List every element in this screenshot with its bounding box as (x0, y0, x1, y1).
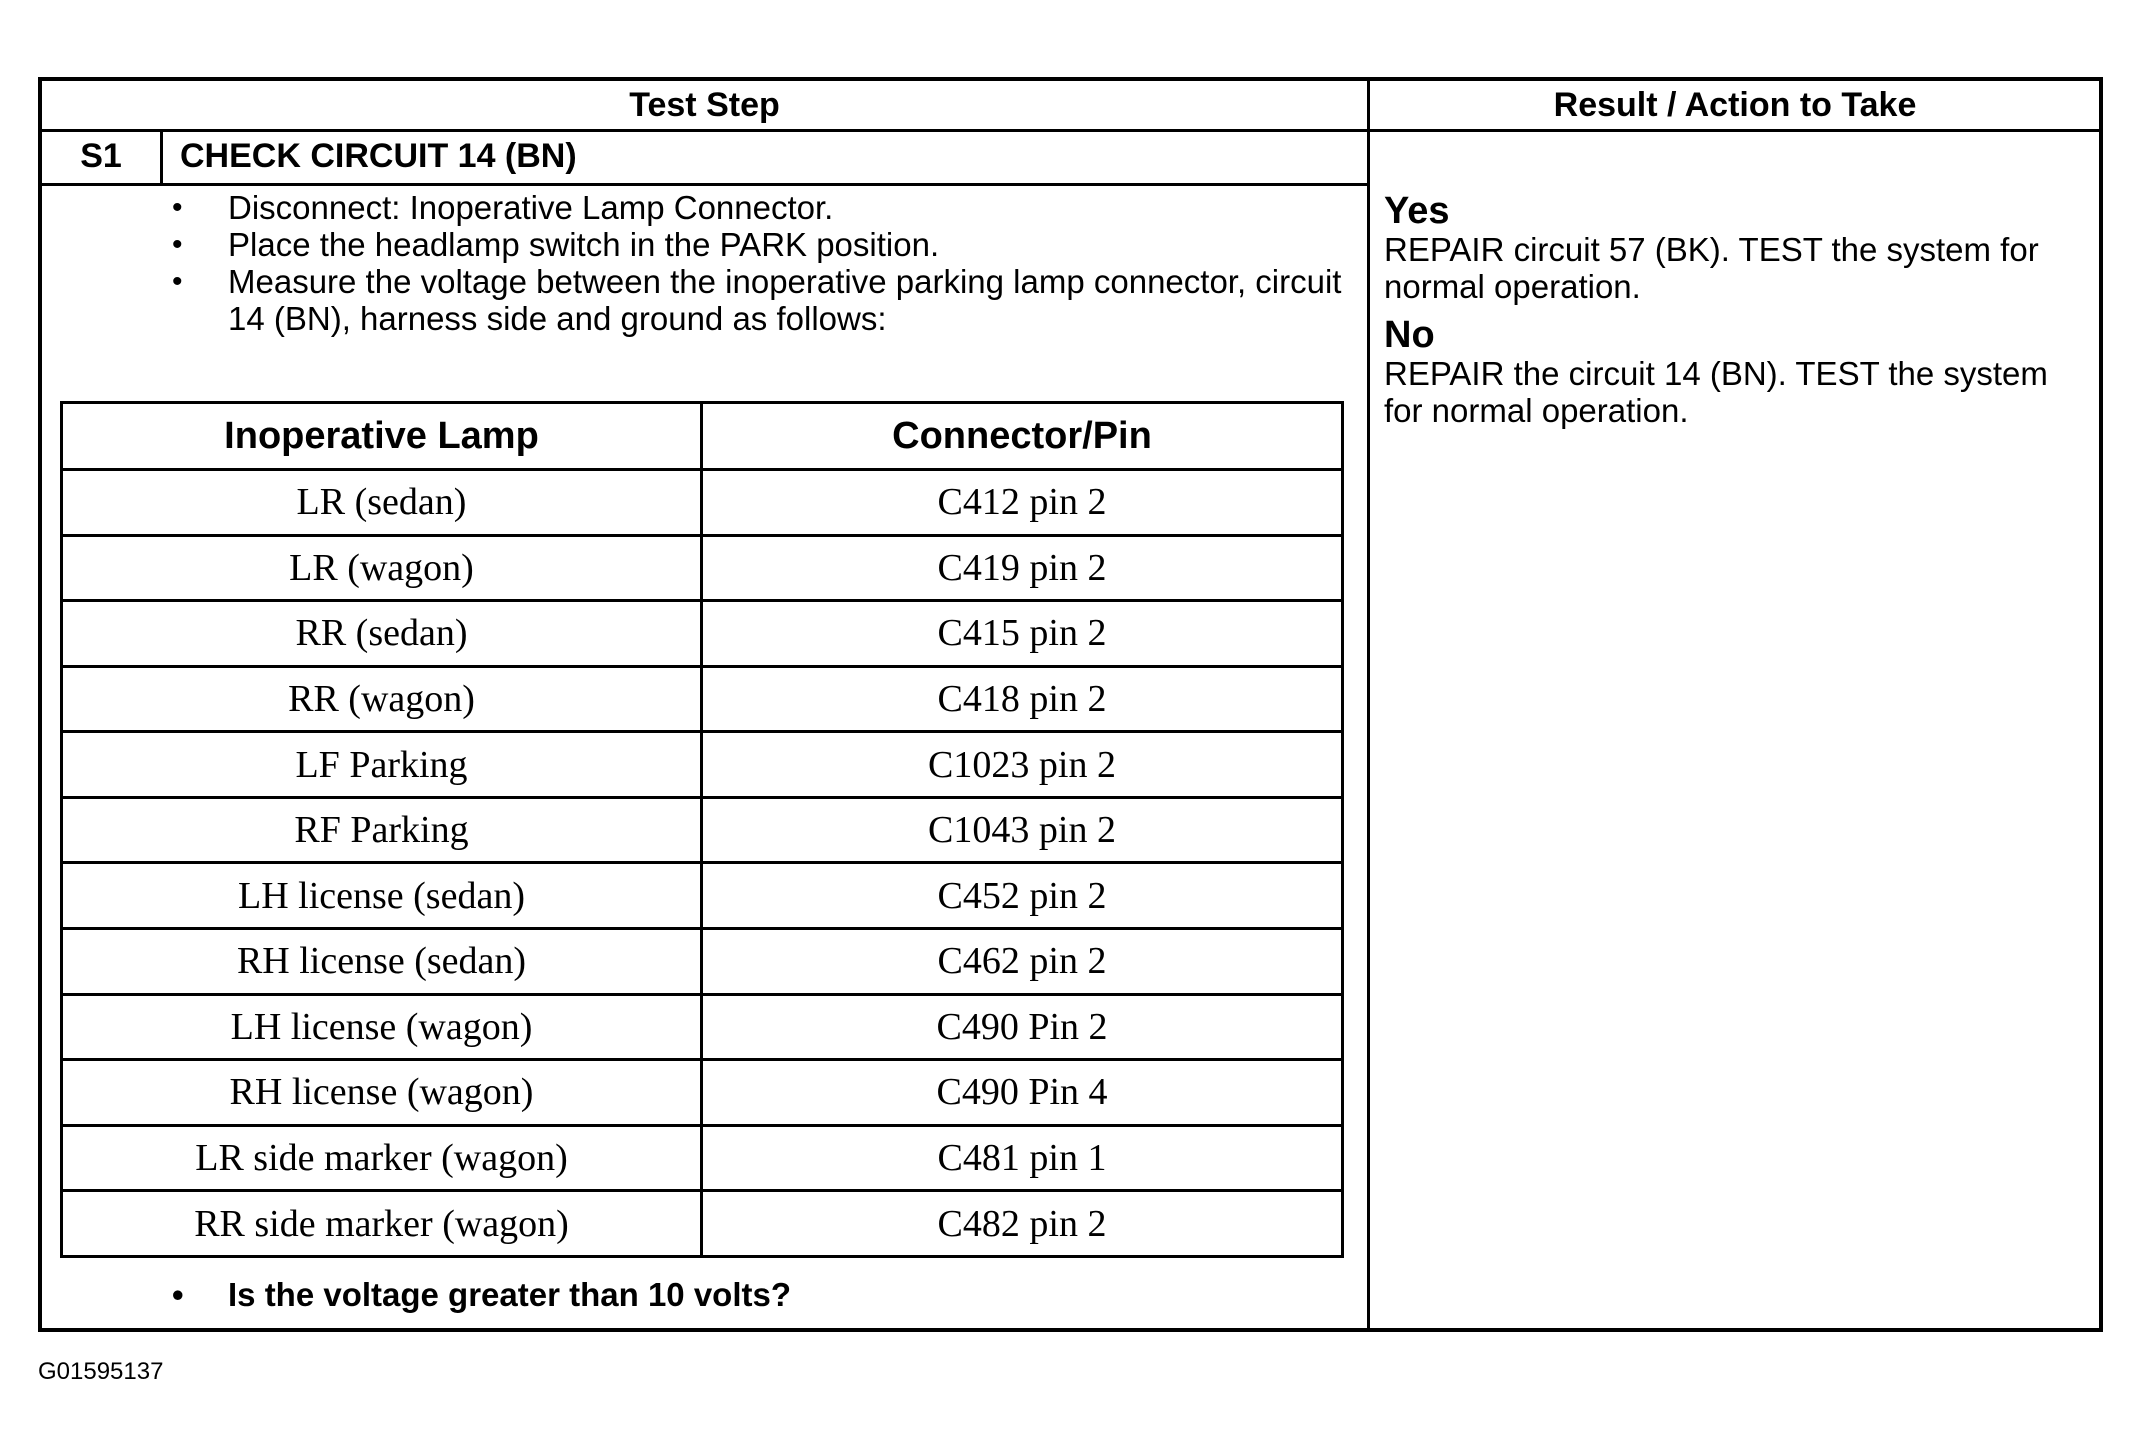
connector-cell: C490 Pin 4 (702, 1060, 1343, 1126)
lamp-cell: LF Parking (62, 732, 702, 798)
connector-cell: C452 pin 2 (702, 863, 1343, 929)
result-yes-label: Yes (1384, 190, 1450, 232)
step-title: CHECK CIRCUIT 14 (BN) (180, 137, 577, 175)
diagnostic-test-table (38, 77, 2103, 1332)
divider (42, 183, 1367, 186)
column-header-lamp: Inoperative Lamp (62, 403, 702, 470)
lamp-cell: RH license (sedan) (62, 929, 702, 995)
table-row (62, 666, 1343, 732)
lamp-cell: RR (sedan) (62, 601, 702, 667)
instruction-item: • Place the headlamp switch in the PARK position. (172, 226, 1372, 263)
table-header-row (62, 403, 1343, 470)
header-result-action: Result / Action to Take (1553, 86, 1917, 124)
connector-cell: C419 pin 2 (702, 535, 1343, 601)
table-row (62, 470, 1343, 536)
instruction-item: • Measure the voltage between the inoperative parking lamp connector, circuit 14 (BN), harness side and ground as follows: (172, 263, 1372, 337)
result-panel (1384, 191, 2094, 439)
lamp-cell: LH license (wagon) (62, 994, 702, 1060)
connector-cell: C1043 pin 2 (702, 797, 1343, 863)
divider (160, 129, 163, 183)
connector-cell: C481 pin 1 (702, 1125, 1343, 1191)
table-row (62, 601, 1343, 667)
result-no-text: REPAIR the circuit 14 (BN). TEST the system for normal operation. (1384, 355, 2048, 429)
lamp-cell: LR side marker (wagon) (62, 1125, 702, 1191)
result-yes-text: REPAIR circuit 57 (BK). TEST the system for normal operation. (1384, 231, 2039, 305)
lamp-cell: LR (wagon) (62, 535, 702, 601)
figure-id: G01595137 (38, 1358, 164, 1385)
instruction-item: • Disconnect: Inoperative Lamp Connector. (172, 189, 1372, 226)
header-test-step: Test Step (629, 86, 780, 124)
table-row (62, 1191, 1343, 1257)
connector-cell: C415 pin 2 (702, 601, 1343, 667)
connector-cell: C482 pin 2 (702, 1191, 1343, 1257)
lamp-cell: LR (sedan) (62, 470, 702, 536)
table-row (62, 863, 1343, 929)
table-row (62, 1060, 1343, 1126)
lamp-cell: RF Parking (62, 797, 702, 863)
step-id: S1 (80, 137, 122, 175)
lamp-cell: LH license (sedan) (62, 863, 702, 929)
table-row (62, 929, 1343, 995)
table-row (62, 1125, 1343, 1191)
test-question: • Is the voltage greater than 10 volts? (172, 1276, 791, 1314)
lamp-connector-table (60, 401, 1344, 1258)
table-row (62, 994, 1343, 1060)
result-no-label: No (1384, 314, 1435, 356)
table-row (62, 732, 1343, 798)
lamp-cell: RR side marker (wagon) (62, 1191, 702, 1257)
lamp-cell: RR (wagon) (62, 666, 702, 732)
connector-cell: C1023 pin 2 (702, 732, 1343, 798)
connector-cell: C462 pin 2 (702, 929, 1343, 995)
connector-cell: C418 pin 2 (702, 666, 1343, 732)
column-header-connector: Connector/Pin (702, 403, 1343, 470)
table-row (62, 797, 1343, 863)
connector-cell: C490 Pin 2 (702, 994, 1343, 1060)
connector-cell: C412 pin 2 (702, 470, 1343, 536)
lamp-cell: RH license (wagon) (62, 1060, 702, 1126)
instruction-list (172, 189, 1372, 337)
table-row (62, 535, 1343, 601)
